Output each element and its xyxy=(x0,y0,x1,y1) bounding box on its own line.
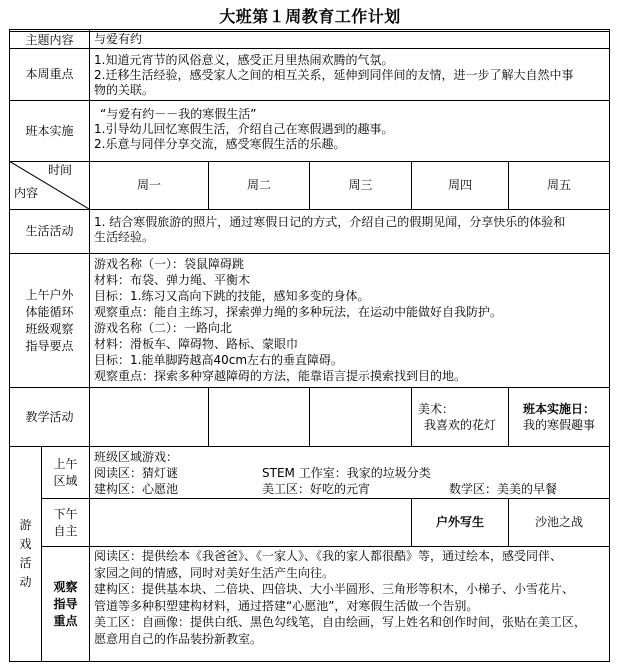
class-impl-line: 2.乐意与同伴分享交流，感受寒假生活的乐趣。 xyxy=(94,137,346,151)
class-impl-line: “与爱有约－－我的寒假生活” xyxy=(100,107,257,121)
outdoor-line: 材料：滑板车、障碍物、路标、蒙眼巾 xyxy=(94,337,299,351)
theme-label: 主题内容 xyxy=(25,32,74,47)
outdoor-line: 目标：1.练习又高向下跳的技能，感知多变的身体。 xyxy=(94,289,370,303)
game-obs-line: 建构区：提供基本块、二倍块、四倍块、大小半圆形、三角形等积木，小梯子、小雪花片、 xyxy=(94,582,575,597)
day-tue: 周二 xyxy=(246,178,271,192)
game-pm-label-line: 下午 xyxy=(53,506,78,521)
game-pm-label-line: 自主 xyxy=(53,523,78,538)
teaching-label: 教学活动 xyxy=(25,409,74,424)
game-obs-line: 美工区：自画像：提供白纸、黑色勾线笔，自由绘画，写上姓名和创作时间，张贴在美工区， xyxy=(94,615,587,630)
game-sand: 沙池之战 xyxy=(534,515,583,529)
game-area-content xyxy=(94,449,608,497)
outdoor-label-line: 上午户外 xyxy=(25,287,74,302)
game-obs-line: 愿意用自己的作品装扮新教室。 xyxy=(94,631,263,646)
row-divider xyxy=(9,48,610,49)
life-content xyxy=(90,214,609,253)
outdoor-label xyxy=(10,254,89,387)
game-stem: STEM 工作室：我家的垃圾分类 xyxy=(262,466,431,480)
game-obs-label xyxy=(42,547,89,661)
game-obs-label-line: 观察 xyxy=(53,579,78,594)
page-title: 大班第１周教育工作计划 xyxy=(219,7,401,26)
table-border-bottom xyxy=(9,661,610,662)
class-impl-content xyxy=(90,106,609,161)
game-math: 数学区：美美的早餐 xyxy=(449,482,558,496)
life-label: 生活活动 xyxy=(25,224,74,238)
game-obs-line: 家园之间的情感，同时对美好生活产生向往。 xyxy=(94,565,335,580)
outdoor-line: 游戏名称（二）：一路向北 xyxy=(94,321,233,335)
game-obs-content xyxy=(94,548,608,660)
game-am-label-line: 上午 xyxy=(53,456,78,471)
row-divider xyxy=(41,546,610,547)
outdoor-label-line: 指导要点 xyxy=(25,338,74,353)
day-fri: 周五 xyxy=(546,178,571,192)
game-am-label-line: 区域 xyxy=(53,473,78,488)
game-label-char: 活 xyxy=(19,556,32,570)
teaching-art-cell xyxy=(412,401,508,441)
game-art-area: 美工区：好吃的元宵 xyxy=(262,482,371,496)
day-mon: 周一 xyxy=(136,178,161,192)
label-column-divider xyxy=(89,446,90,662)
row-divider xyxy=(9,209,610,210)
life-line: 1. 结合寒假旅游的照片，通过寒假日记的方式，介绍自己的假期见闻，分享快乐的体验和 xyxy=(94,215,566,229)
table-border-right xyxy=(609,29,610,662)
game-label-char: 动 xyxy=(19,575,32,589)
day-wed: 周三 xyxy=(348,178,373,192)
teaching-impl-text: 我的寒假趣事 xyxy=(522,418,595,432)
game-area-title: 班级区域游戏： xyxy=(94,450,179,464)
game-obs-label-line: 重点 xyxy=(53,613,78,628)
outdoor-line: 观察重点：探索多种穿越障碍的方法，能靠语言提示摸索找到目的地。 xyxy=(94,369,467,383)
game-label-char: 游 xyxy=(19,518,32,532)
outdoor-line: 目标：1.能单脚跨越高40cm左右的垂直障碍。 xyxy=(94,353,344,367)
day-thu: 周四 xyxy=(447,178,472,192)
focus-content xyxy=(90,52,609,100)
outdoor-label-line: 体能循环 xyxy=(25,304,74,319)
game-obs-line: 阅读区：提供绘本《我爸爸》、《一家人》、《我的家人都很酷》等，通过绘本，感受同伴、 xyxy=(94,549,563,563)
game-obs-line: 管道等多种积塑建构材料，通过搭建“心愿池”，对寒假生活做一个告别。 xyxy=(94,598,479,613)
row-divider xyxy=(9,100,610,101)
header-time: 时间 xyxy=(48,163,73,177)
row-divider xyxy=(9,253,610,254)
outdoor-line: 游戏名称（一）：袋鼠障碍跳 xyxy=(94,257,245,271)
teaching-impl-cell xyxy=(509,401,609,441)
game-label-char: 戏 xyxy=(19,537,32,551)
focus-label: 本周重点 xyxy=(25,67,74,81)
game-build: 建构区：心愿池 xyxy=(94,482,179,496)
game-pm-label xyxy=(42,499,89,546)
day-divider xyxy=(309,387,310,447)
game-reading: 阅读区：猜灯谜 xyxy=(94,466,179,480)
header-content: 内容 xyxy=(14,186,39,200)
outdoor-content xyxy=(90,255,609,387)
teaching-impl-title: 班本实施日： xyxy=(522,402,595,416)
game-label xyxy=(10,447,41,661)
class-impl-line: 1.引导幼儿回忆寒假生活，介绍自己在寒假遇到的趣事。 xyxy=(94,122,394,136)
game-obs-label-line: 指导 xyxy=(53,596,78,611)
teaching-art-name: 我喜欢的花灯 xyxy=(423,418,496,432)
outdoor-label-line: 班级观察 xyxy=(25,321,74,336)
focus-line: 2.迁移生活经验，感受家人之间的相互关系，延伸到同伴间的友情，进一步了解大自然中事 xyxy=(94,68,574,82)
outdoor-line: 观察重点：能自主练习，探索弹力绳的多种玩法，在运动中能做好自我防护。 xyxy=(94,305,503,319)
day-divider xyxy=(208,387,209,447)
teaching-art-title: 美术： xyxy=(418,402,455,416)
game-outdoor-paint: 户外写生 xyxy=(435,515,484,529)
class-impl-label: 班本实施 xyxy=(25,123,74,138)
table-border-top xyxy=(9,29,610,30)
focus-line: 1.知道元宵节的风俗意义，感受正月里热闹欢腾的气氛。 xyxy=(94,53,394,67)
outdoor-line: 材料：布袋、弹力绳、平衡木 xyxy=(94,273,251,287)
focus-line: 物的关联。 xyxy=(94,83,155,97)
theme-value: 与爱有约 xyxy=(94,32,143,46)
life-line: 生活经验。 xyxy=(94,230,155,244)
game-am-label xyxy=(42,447,89,498)
